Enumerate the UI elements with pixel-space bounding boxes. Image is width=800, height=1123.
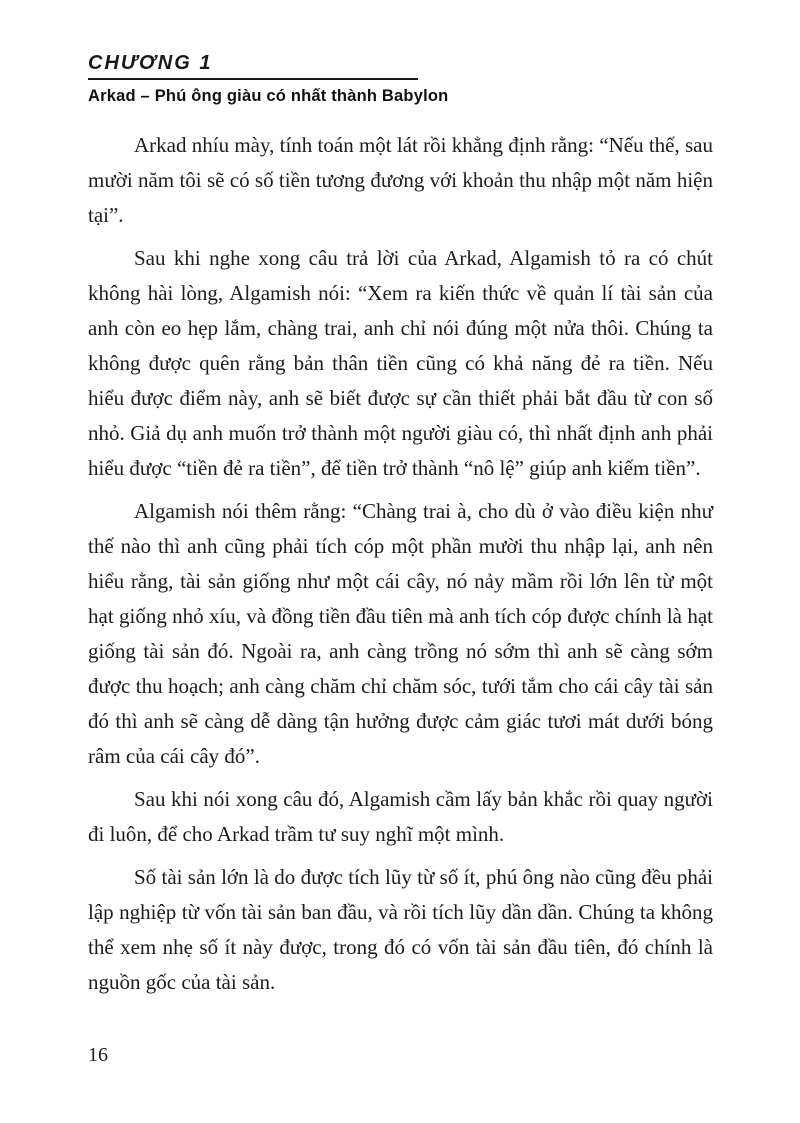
page-number: 16 <box>88 1044 108 1066</box>
chapter-header <box>88 52 713 106</box>
paragraph: Arkad nhíu mày, tính toán một lát rồi khẳng định rằng: “Nếu thế, sau mười năm tôi sẽ có số tiền tương đương với khoản thu nhập một năm hiện tại”. <box>88 133 713 227</box>
body-text <box>88 128 713 1008</box>
header-rule <box>88 78 418 80</box>
chapter-label: CHƯƠNG 1 <box>88 52 213 74</box>
paragraph: Sau khi nói xong câu đó, Algamish cầm lấy bản khắc rồi quay người đi luôn, để cho Arkad trầm tư suy nghĩ một mình. <box>88 787 713 846</box>
chapter-subtitle: Arkad – Phú ông giàu có nhất thành Babylon <box>88 87 449 105</box>
paragraph: Số tài sản lớn là do được tích lũy từ số ít, phú ông nào cũng đều phải lập nghiệp từ vốn tài sản ban đầu, và rồi tích lũy dần dần. Chúng ta không thể xem nhẹ số ít này được, trong đó có vốn tài sản đầu tiên, đó chính là nguồn gốc của tài sản. <box>88 865 713 994</box>
paragraph: Sau khi nghe xong câu trả lời của Arkad, Algamish tỏ ra có chút không hài lòng, Algamish nói: “Xem ra kiến thức về quản lí tài sản của anh còn eo hẹp lắm, chàng trai, anh chỉ nói đúng một nửa thôi. Chúng ta không được quên rằng bản thân tiền cũng có khả năng đẻ ra tiền. Nếu hiểu được điểm này, anh sẽ biết được sự cần thiết phải bắt đầu từ con số nhỏ. Giả dụ anh muốn trở thành một người giàu có, thì nhất định anh phải hiểu được “tiền đẻ ra tiền”, để tiền trở thành “nô lệ” giúp anh kiếm tiền”. <box>88 246 713 480</box>
paragraph: Algamish nói thêm rằng: “Chàng trai à, cho dù ở vào điều kiện như thế nào thì anh cũng phải tích cóp một phần mười thu nhập lại, anh nên hiểu rằng, tài sản giống như một cái cây, nó nảy mầm rồi lớn lên từ một hạt giống nhỏ xíu, và đồng tiền đầu tiên mà anh tích cóp được chính là hạt giống tài sản đó. Ngoài ra, anh càng trồng nó sớm thì anh sẽ càng sớm được thu hoạch; anh càng chăm chỉ chăm sóc, tưới tắm cho cái cây tài sản đó thì anh sẽ càng dễ dàng tận hưởng được cảm giác tươi mát dưới bóng râm của cái cây đó”. <box>88 499 713 768</box>
